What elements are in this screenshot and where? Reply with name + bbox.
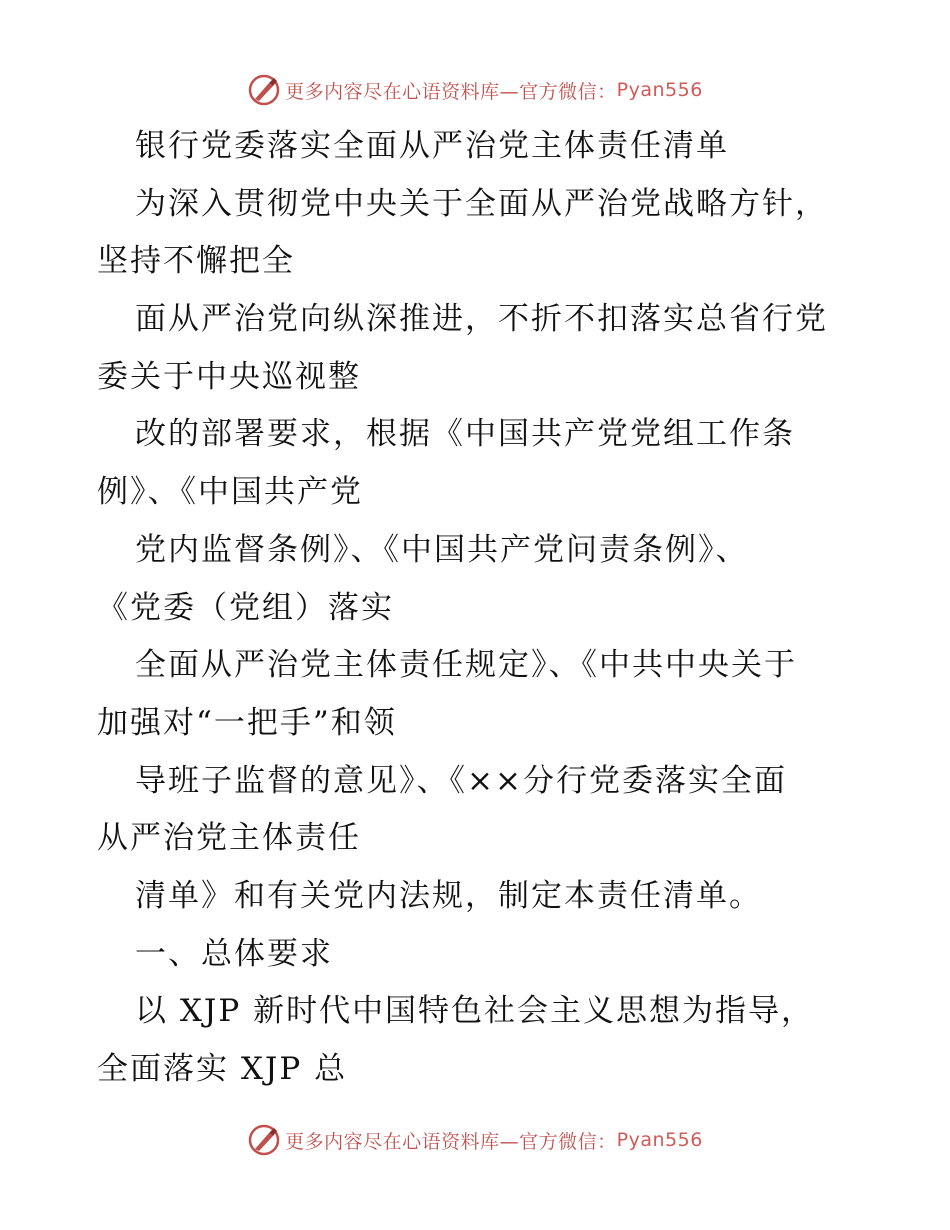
watermark-handle: Pyan556 [616,1129,703,1151]
watermark-text: 更多内容尽在心语资料库—官方微信： [285,1130,617,1153]
document-line: 加强对“一把手”和领 [97,704,397,741]
document-line: 从严治党主体责任 [97,820,361,857]
document-line: 为深入贯彻党中央关于全面从严治党战略方针， [135,185,828,222]
pen-circle-logo-icon [247,73,281,107]
document-line: 委关于中央巡视整 [97,358,361,395]
document-line: 党内监督条例》、《中国共产党问责条例》、 [135,531,749,568]
document-line: 银行党委落实全面从严治党主体责任清单 [135,128,729,164]
document-line: 例》、《中国共产党 [97,474,363,511]
document-body [97,118,867,1099]
header-watermark-banner [0,70,950,110]
document-line: 坚持不懈把全 [97,243,295,280]
document-line: 清单》和有关党内法规，制定本责任清单。 [135,877,762,914]
document-line: 全面从严治党主体责任规定》、《中共中央关于 [135,647,797,684]
footer-watermark-banner [0,1120,950,1160]
document-line: 《党委（党组）落实 [97,589,394,626]
document-line: 以 XJP 新时代中国特色社会主义思想为指导， [135,993,815,1030]
pen-circle-logo-icon [247,1123,281,1157]
document-line: 改的部署要求，根据《中国共产党党组工作条 [135,416,795,453]
watermark-handle: Pyan556 [616,79,703,101]
document-line: 全面落实 XJP 总 [97,1051,348,1087]
document-line: 导班子监督的意见》、《××分行党委落实全面 [135,762,787,799]
document-line: 一、总体要求 [135,935,333,972]
document-line: 面从严治党向纵深推进，不折不扣落实总省行党 [135,301,828,338]
watermark-text: 更多内容尽在心语资料库—官方微信： [285,80,617,103]
